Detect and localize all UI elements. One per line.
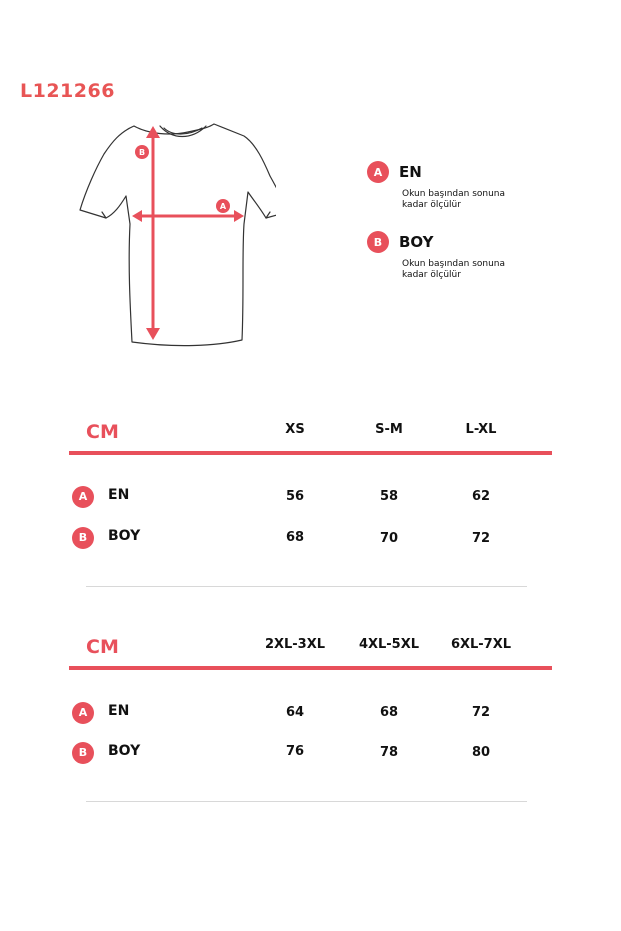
legend-desc: Okun başından sonuna kadar ölçülür <box>402 259 506 280</box>
product-code: L121266 <box>20 80 115 102</box>
header-divider <box>69 666 552 670</box>
svg-text:B: B <box>138 148 146 157</box>
table-divider <box>86 586 527 587</box>
badge-b: B <box>367 231 389 253</box>
cell-value: 78 <box>379 745 399 760</box>
cell-value: 72 <box>471 705 491 720</box>
unit-label: CM <box>86 421 119 443</box>
badge-a: A <box>72 702 94 724</box>
badge-b: B <box>72 742 94 764</box>
row-label: EN <box>108 487 130 503</box>
cell-value: 62 <box>471 489 491 504</box>
cell-value: 68 <box>285 530 305 545</box>
cell-value: 70 <box>379 531 399 546</box>
legend-desc: Okun başından sonuna kadar ölçülür <box>402 189 506 210</box>
legend-boy <box>367 231 522 281</box>
legend-title: BOY <box>399 233 434 251</box>
tshirt-illustration <box>76 114 276 354</box>
row-label: BOY <box>108 528 141 544</box>
legend-en <box>367 161 522 211</box>
unit-label: CM <box>86 636 119 658</box>
row-label: BOY <box>108 743 141 759</box>
badge-a: A <box>72 486 94 508</box>
size-header: 2XL-3XL <box>264 637 326 652</box>
size-header: XS <box>285 422 305 437</box>
size-header: S-M <box>375 422 403 437</box>
cell-value: 72 <box>471 531 491 546</box>
header-divider <box>69 451 552 455</box>
cell-value: 64 <box>285 705 305 720</box>
cell-value: 68 <box>379 705 399 720</box>
row-label: EN <box>108 703 130 719</box>
size-header: 4XL-5XL <box>358 637 420 652</box>
cell-value: 76 <box>285 744 305 759</box>
cell-value: 58 <box>379 489 399 504</box>
table-divider <box>86 801 527 802</box>
svg-text:A: A <box>219 202 227 211</box>
badge-a: A <box>367 161 389 183</box>
cell-value: 80 <box>471 745 491 760</box>
badge-b: B <box>72 527 94 549</box>
cell-value: 56 <box>285 489 305 504</box>
size-header: L-XL <box>465 422 497 437</box>
size-header: 6XL-7XL <box>450 637 512 652</box>
legend-title: EN <box>399 163 422 181</box>
